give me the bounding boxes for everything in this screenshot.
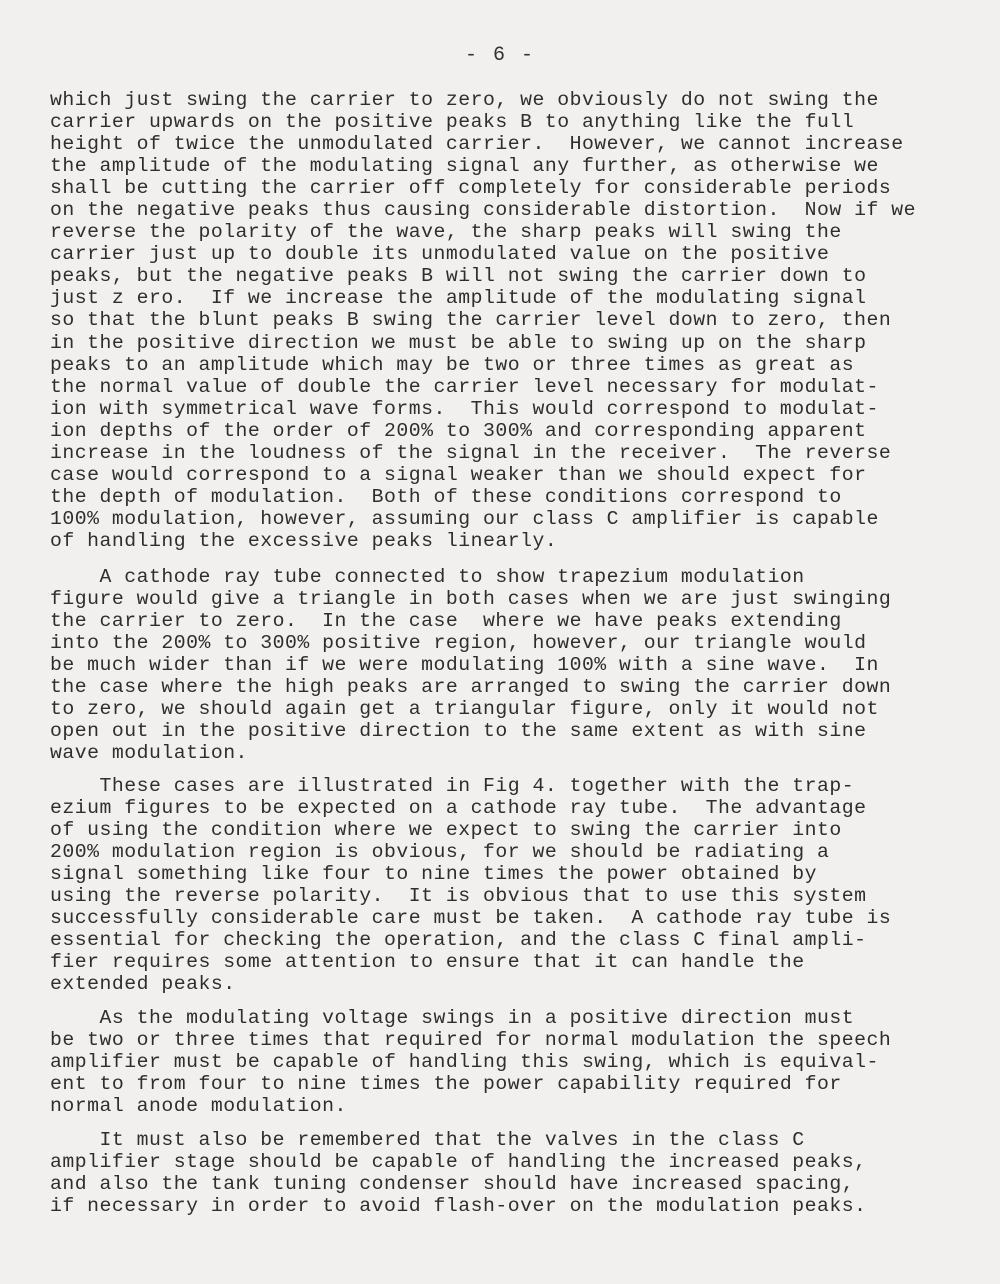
paragraph-3: These cases are illustrated in Fig 4. together with the trap- ezium figures to be expected on a cathode ray tube. The advantage of using the condition where we expect to swing the carrier into 200% modulation region is obvious, for we should be radiating a signal something like four to nine times the power obtained by using the reverse polarity. It is obvious that to use this system successfully considerable care must be taken. A cathode ray tube is essential for checking the operation, and the class C final ampli- fier requires some attention to ensure that it can handle the extended peaks.: [50, 775, 892, 996]
paragraph-2: A cathode ray tube connected to show trapezium modulation figure would give a triangle in both cases when we are just swinging the carrier to zero. In the case where we have peaks extending into the 200% to 300% positive region, however, our triangle would be much wider than if we were modulating 100% with a sine wave. In the case where the high peaks are arranged to swing the carrier down to zero, we should again get a triangular figure, only it would not open out in the positive direction to the same extent as with sine wave modulation.: [50, 566, 892, 765]
paragraph-1: which just swing the carrier to zero, we obviously do not swing the carrier upwards on the positive peaks B to anything like the full height of twice the unmodulated carrier. However, we cannot increase the amplitude of the modulating signal any further, as otherwise we shall be cutting the carrier off completely for considerable periods on the negative peaks thus causing considerable distortion. Now if we reverse the polarity of the wave, the sharp peaks will swing the carrier just up to double its unmodulated value on the positive peaks, but the negative peaks B will not swing the carrier down to just z ero. If we increase the amplitude of the modulating signal so that the blunt peaks B swing the carrier level down to zero, then in the positive direction we must be able to swing up on the sharp peaks to an amplitude which may be two or three times as great as the normal value of double the carrier level necessary for modulat- ion with symmetrical wave forms. This would correspond to modulat- ion depths of the order of 200% to 300% and corresponding apparent increase in the loudness of the signal in the receiver. The reverse case would correspond to a signal weaker than we should expect for the depth of modulation. Both of these conditions correspond to 100% modulation, however, assuming our class C amplifier is capable of handling the excessive peaks linearly.: [50, 89, 916, 552]
paragraph-5: It must also be remembered that the valves in the class C amplifier stage should be capable of handling the increased peaks, and also the tank tuning condenser should have increased spacing, if necessary in order to avoid flash-over on the modulation peaks.: [50, 1129, 867, 1218]
page-number: - 6 -: [464, 44, 535, 67]
paragraph-4: As the modulating voltage swings in a positive direction must be two or three times that required for normal modulation the speech amplifier must be capable of handling this swing, which is equival- ent to from four to nine times the power capability required for normal anode modulation.: [50, 1007, 892, 1118]
